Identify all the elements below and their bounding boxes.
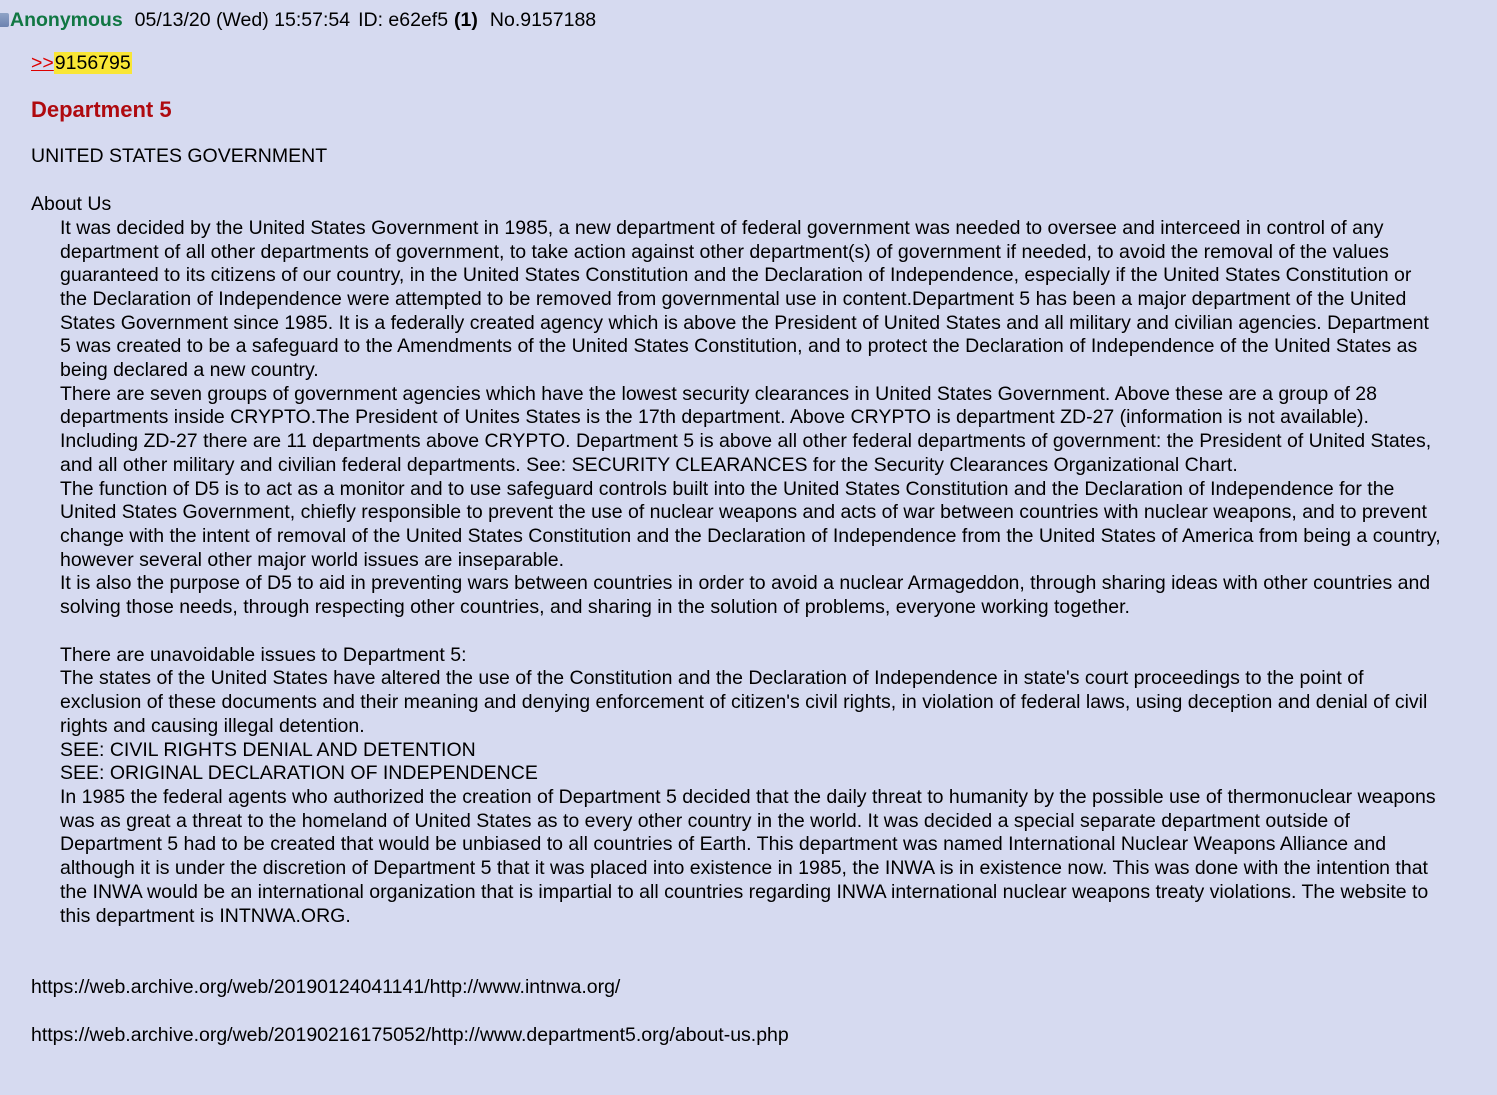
poster-id[interactable]: ID: e62ef5 <box>358 8 449 31</box>
hide-post-icon[interactable] <box>0 13 9 27</box>
post-body <box>31 52 1441 1048</box>
issues-heading: There are unavoidable issues to Department 5: <box>60 643 467 666</box>
post-date: 05/13/20 (Wed) 15:57:54 <box>134 8 351 31</box>
quote-link[interactable] <box>31 52 132 76</box>
archive-link-1[interactable]: https://web.archive.org/web/20190124041141/http://www.intnwa.org/ <box>31 976 621 999</box>
see-line-1: SEE: CIVIL RIGHTS DENIAL AND DETENTION <box>60 738 476 761</box>
paragraph-4: It is also the purpose of D5 to aid in preventing wars between countries in order to avoid a nuclear Armageddon, through sharing ideas with other countries and solving those needs, through respecting other countries, and sharing in the solution of problems, everyone working together. <box>60 572 1431 619</box>
see-line-2: SEE: ORIGINAL DECLARATION OF INDEPENDENCE <box>60 762 538 785</box>
issues-paragraph: The states of the United States have altered the use of the Constitution and the Declaration of Independence in state's court proceedings to the point of exclusion of these documents and their meaning and denying enforcement of citizen's civil rights, in violation of federal laws, using deception and denial of civil rights and causing illegal detention. <box>60 667 1428 737</box>
paragraph-1: It was decided by the United States Government in 1985, a new department of federal government was needed to oversee and interceed in control of any department of all other departments of government, to take action against other department(s) of government if needed, to avoid the removal of the values guaranteed to its citizens of our country, in the United States Constitution and the Declaration of Independence, especially if the United States Constitution or the Declaration of Independence were attempted to be removed from governmental use in content.Department 5 has been a major department of the United States Government since 1985. It is a federally created agency which is above the President of United States and all military and civilian agencies. Department 5 was created to be a safeguard to the Amendments of the United States Constitution, and to protect the Declaration of Independence of the United States as being declared a new country. <box>60 216 1429 382</box>
post-header <box>0 8 596 32</box>
id-post-count: (1) <box>454 8 478 31</box>
final-paragraph: In 1985 the federal agents who authorized the creation of Department 5 decided that the daily threat to humanity by the possible use of thermonuclear weapons was as great a threat to the homeland of United States as to every other country in the world. It was decided a special separate department outside of Department 5 had to be created that would be unbiased to all countries of Earth. This department was named International Nuclear Weapons Alliance and although it is under the discretion of Department 5 that it was placed into existence in 1985, the INWA is in existence now. This was done with the intention that the INWA would be an international organization that is impartial to all countries regarding INWA international nuclear weapons treaty violations. The website to this department is INTNWA.ORG. <box>60 785 1436 927</box>
poster-name: Anonymous <box>10 8 123 31</box>
about-heading: About Us <box>31 193 112 216</box>
subtitle: UNITED STATES GOVERNMENT <box>31 145 328 168</box>
quote-arrows[interactable]: >> <box>31 52 54 74</box>
archive-link-2[interactable]: https://web.archive.org/web/20190216175052/http://www.department5.org/about-us.php <box>31 1023 789 1046</box>
quote-number[interactable]: 9156795 <box>54 52 131 74</box>
paragraph-3: The function of D5 is to act as a monitor and to use safeguard controls built into the United States Constitution and the Declaration of Independence for the United States Government, chiefly responsible to prevent the use of nuclear weapons and acts of war between countries with nuclear weapons, and to prevent change with the intent of removal of the United States Constitution and the Declaration of Independence from the United States of America from being a country, however several other major world issues are inseparable. <box>60 477 1441 571</box>
paragraph-2: There are seven groups of government agencies which have the lowest security clearances in United States Government. Above these are a group of 28 departments inside CRYPTO.The President of Unites States is the 17th department. Above CRYPTO is department ZD-27 (information is not available). Including ZD-27 there are 11 departments above CRYPTO. Department 5 is above all other federal departments of government: the President of United States, and all other military and civilian federal departments. See: SECURITY CLEARANCES for the Security Clearances Organizational Chart. <box>60 382 1432 476</box>
post-title: Department 5 <box>31 96 172 122</box>
post-number-link[interactable]: No.9157188 <box>489 8 597 31</box>
